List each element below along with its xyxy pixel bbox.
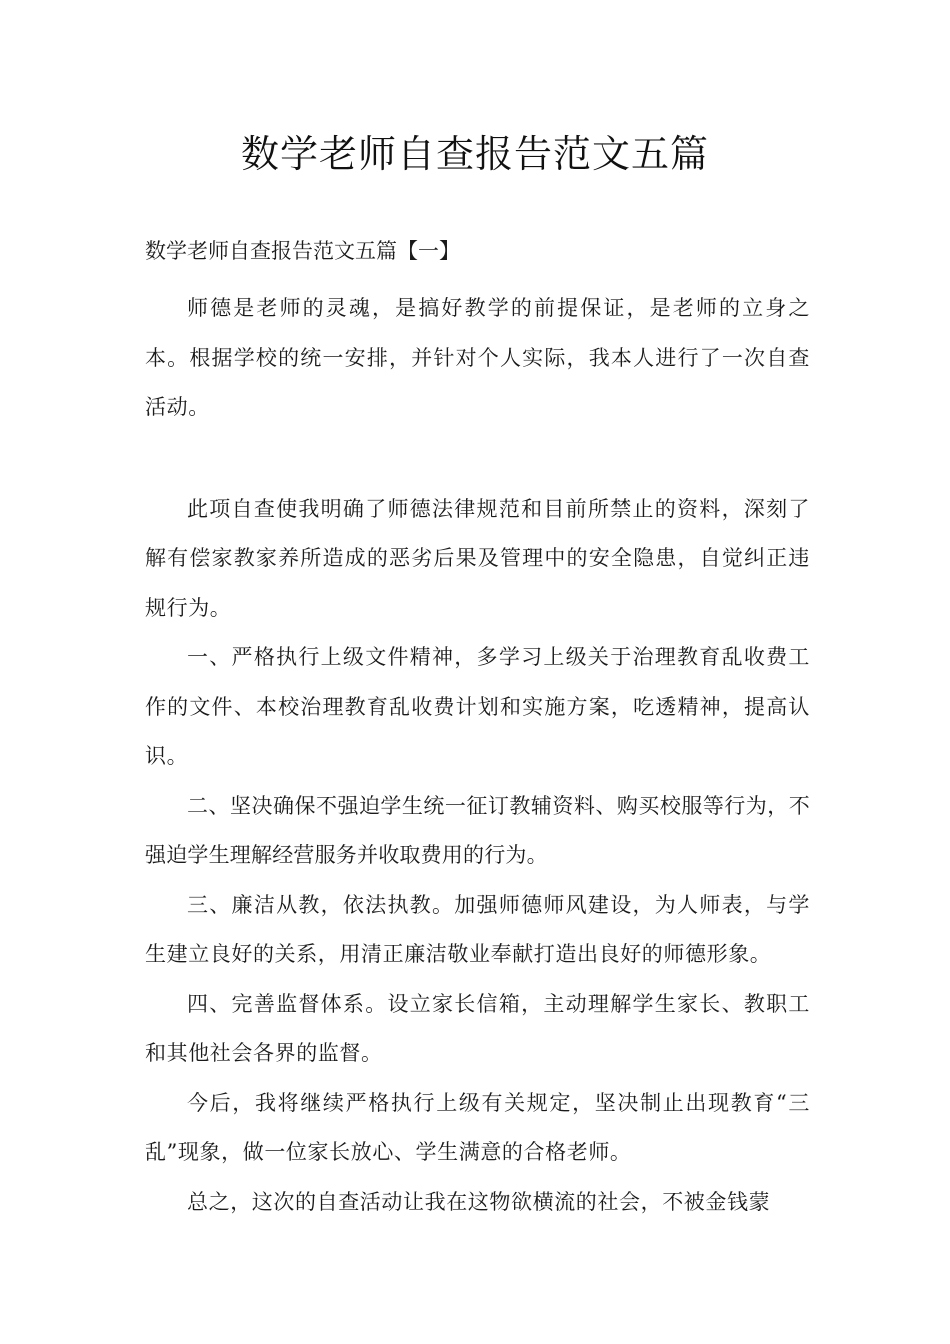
paragraph-5: 三、廉洁从教，依法执教。加强师德师风建设，为人师表，与学生建立良好的关系，用清正廉洁敬业奉献打造出良好的师德形象。 [145,892,810,966]
paragraph-7: 今后，我将继续严格执行上级有关规定，坚决制止出现教育“三乱”现象，做一位家长放心、学生满意的合格老师。 [145,1090,810,1164]
paragraph-6: 四、完善监督体系。设立家长信箱，主动理解学生家长、教职工和其他社会各界的监督。 [145,991,810,1065]
section-heading: 数学老师自查报告范文五篇【一】 [145,239,460,263]
document-title: 数学老师自查报告范文五篇 [240,132,709,176]
paragraph-3: 一、严格执行上级文件精神，多学习上级关于治理教育乱收费工作的文件、本校治理教育乱收费计划和实施方案，吃透精神，提高认识。 [145,645,810,768]
paragraph-8: 总之，这次的自查活动让我在这物欲横流的社会，不被金钱蒙 [187,1189,771,1214]
paragraph-4: 二、坚决确保不强迫学生统一征订教辅资料、购买校服等行为，不强迫学生理解经营服务并收取费用的行为。 [145,793,810,867]
paragraph-1: 师德是老师的灵魂，是搞好教学的前提保证，是老师的立身之本。根据学校的统一安排，并针对个人实际，我本人进行了一次自查活动。 [145,296,810,419]
paragraph-2: 此项自查使我明确了师德法律规范和目前所禁止的资料，深刻了解有偿家教家养所造成的恶劣后果及管理中的安全隐患，自觉纠正违规行为。 [145,496,810,620]
document-body [145,284,810,1227]
